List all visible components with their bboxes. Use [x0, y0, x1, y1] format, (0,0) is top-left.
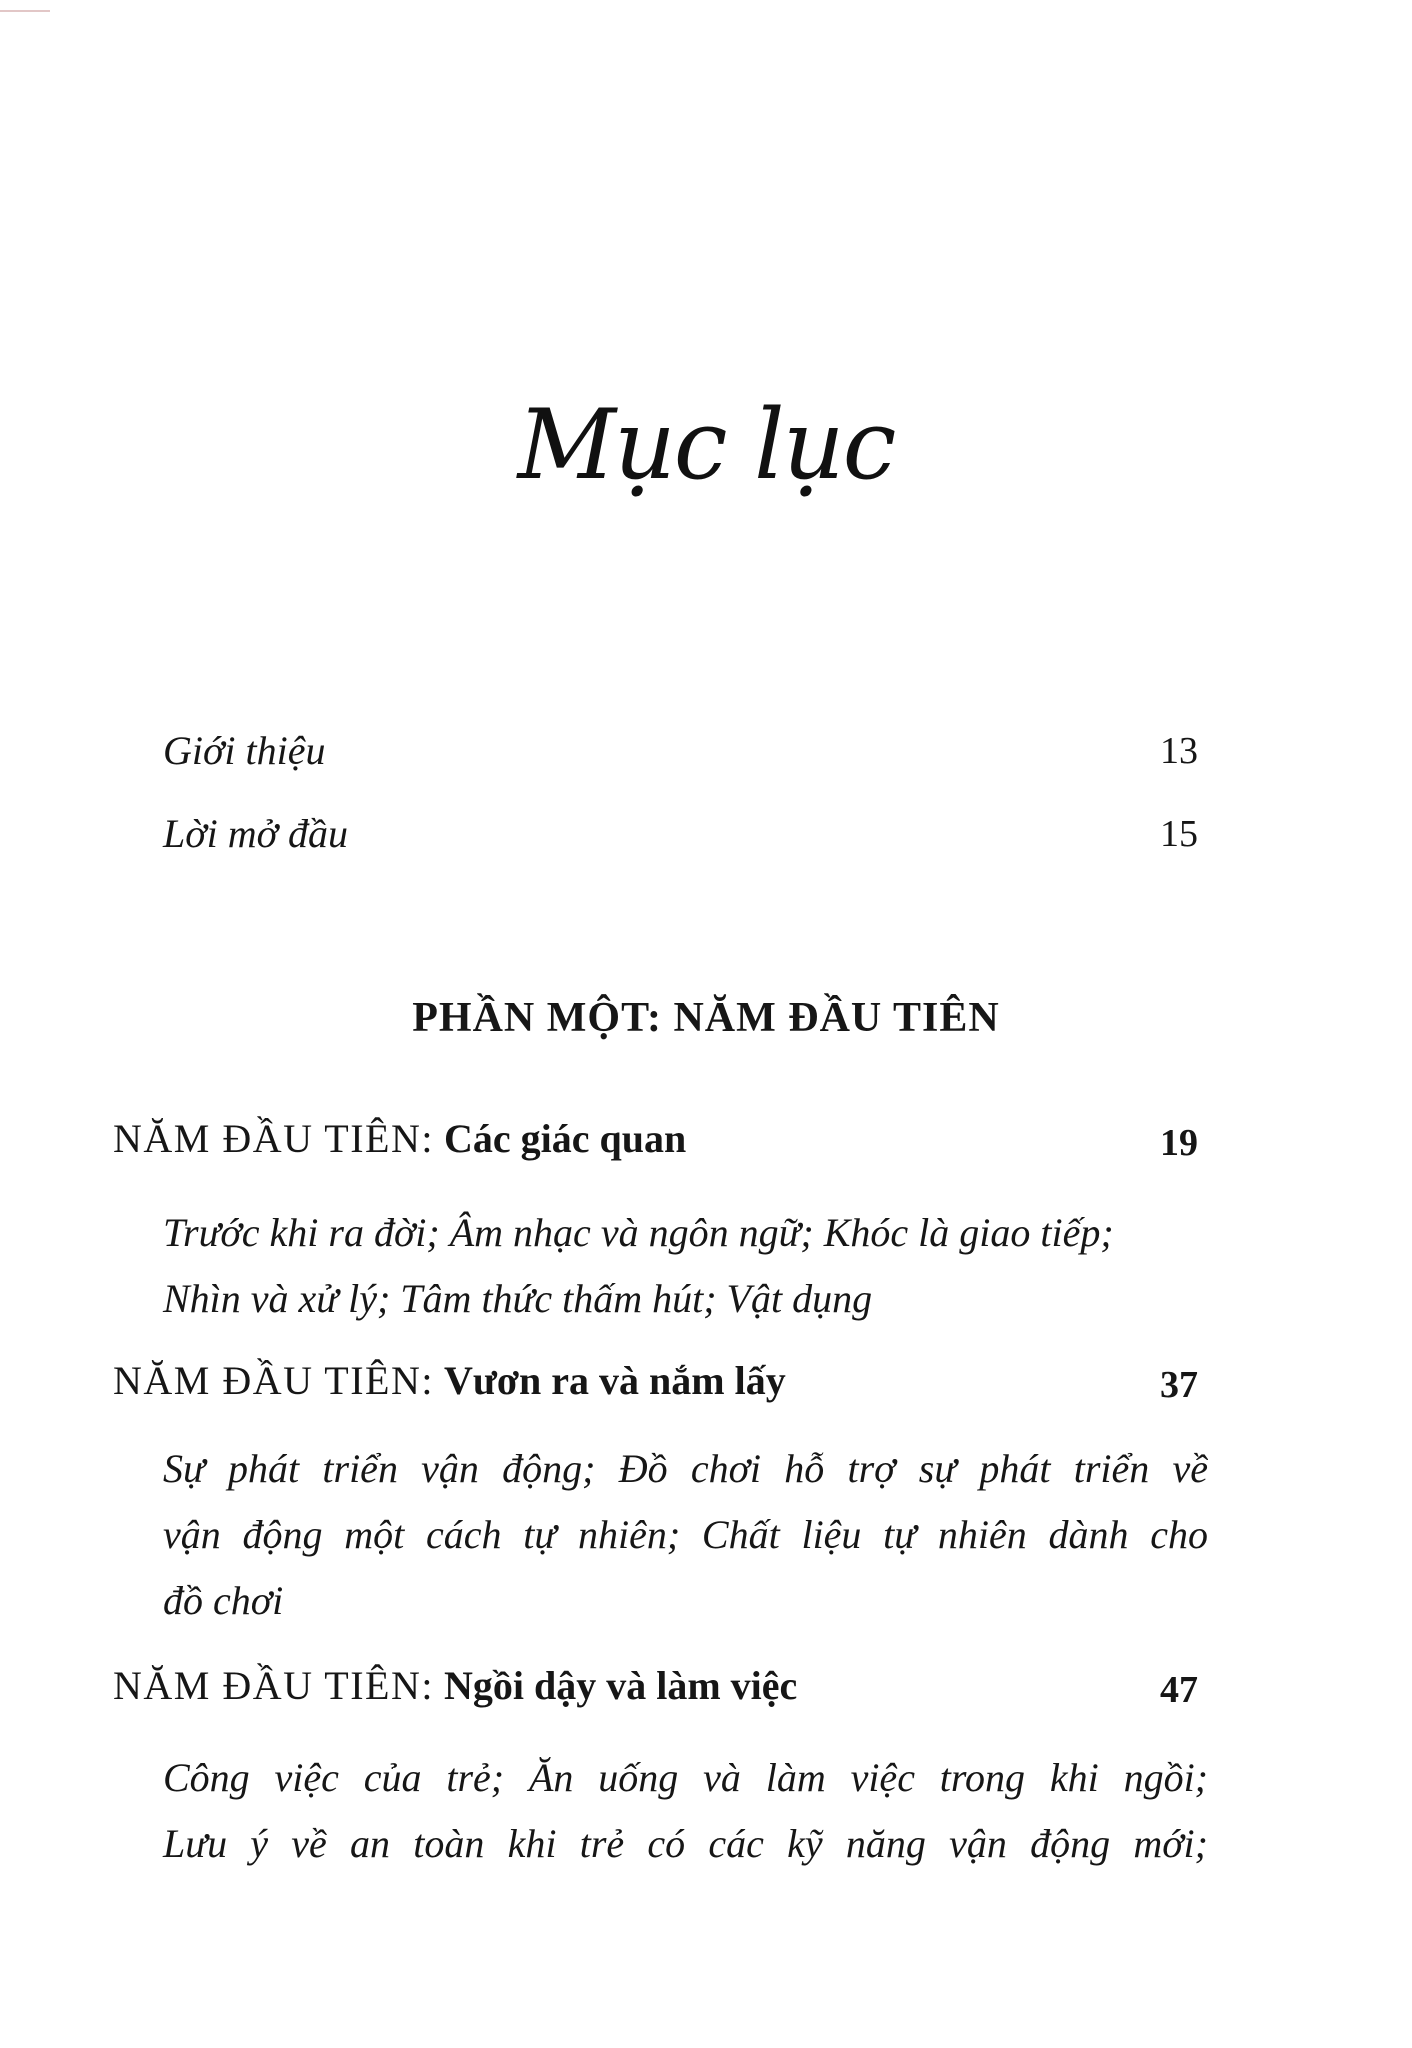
- toc-page-number: 19: [1160, 1122, 1198, 1164]
- chapter-title: Các giác quan: [443, 1116, 687, 1161]
- toc-entry-introduction[interactable]: Giới thiệu: [163, 728, 326, 773]
- part-heading: PHẦN MỘT: NĂM ĐẦU TIÊN: [412, 995, 1000, 1041]
- toc-entry-preface[interactable]: Lời mở đầu: [163, 811, 348, 856]
- chapter-title: Ngồi dậy và làm việc: [443, 1663, 798, 1708]
- scan-edge-mark: [0, 10, 50, 12]
- toc-chapter-sitting[interactable]: [113, 1660, 797, 1712]
- toc-page-number: 15: [1160, 813, 1198, 855]
- chapter-prefix: NĂM ĐẦU TIÊN:: [113, 1358, 434, 1403]
- chapter-description: [163, 1436, 1208, 1634]
- toc-chapter-reaching[interactable]: [113, 1355, 786, 1407]
- toc-title: Mục lục: [517, 389, 895, 501]
- description-line: Nhìn và xử lý; Tâm thức thấm hút; Vật dụng: [163, 1276, 873, 1321]
- toc-page-number: 47: [1160, 1669, 1198, 1711]
- description-line: Trước khi ra đời; Âm nhạc và ngôn ngữ; Khóc là giao tiếp;: [163, 1210, 1114, 1255]
- chapter-description: [163, 1745, 1208, 1877]
- toc-chapter-senses[interactable]: [113, 1113, 686, 1165]
- description-line: Sự phát triển vận động; Đồ chơi hỗ trợ sự phát triển về: [163, 1446, 1208, 1491]
- toc-page-number: 37: [1160, 1364, 1198, 1406]
- description-line: Công việc của trẻ; Ăn uống và làm việc trong khi ngồi;: [163, 1755, 1208, 1800]
- chapter-prefix: NĂM ĐẦU TIÊN:: [113, 1663, 434, 1708]
- chapter-title: Vươn ra và nắm lấy: [443, 1358, 786, 1403]
- description-line: vận động một cách tự nhiên; Chất liệu tự nhiên dành cho: [163, 1512, 1208, 1557]
- toc-page-number: 13: [1160, 730, 1198, 772]
- chapter-prefix: NĂM ĐẦU TIÊN:: [113, 1116, 434, 1161]
- description-line: đồ chơi: [163, 1578, 284, 1623]
- chapter-description: [163, 1200, 1208, 1332]
- description-line: Lưu ý về an toàn khi trẻ có các kỹ năng vận động mới;: [163, 1821, 1208, 1866]
